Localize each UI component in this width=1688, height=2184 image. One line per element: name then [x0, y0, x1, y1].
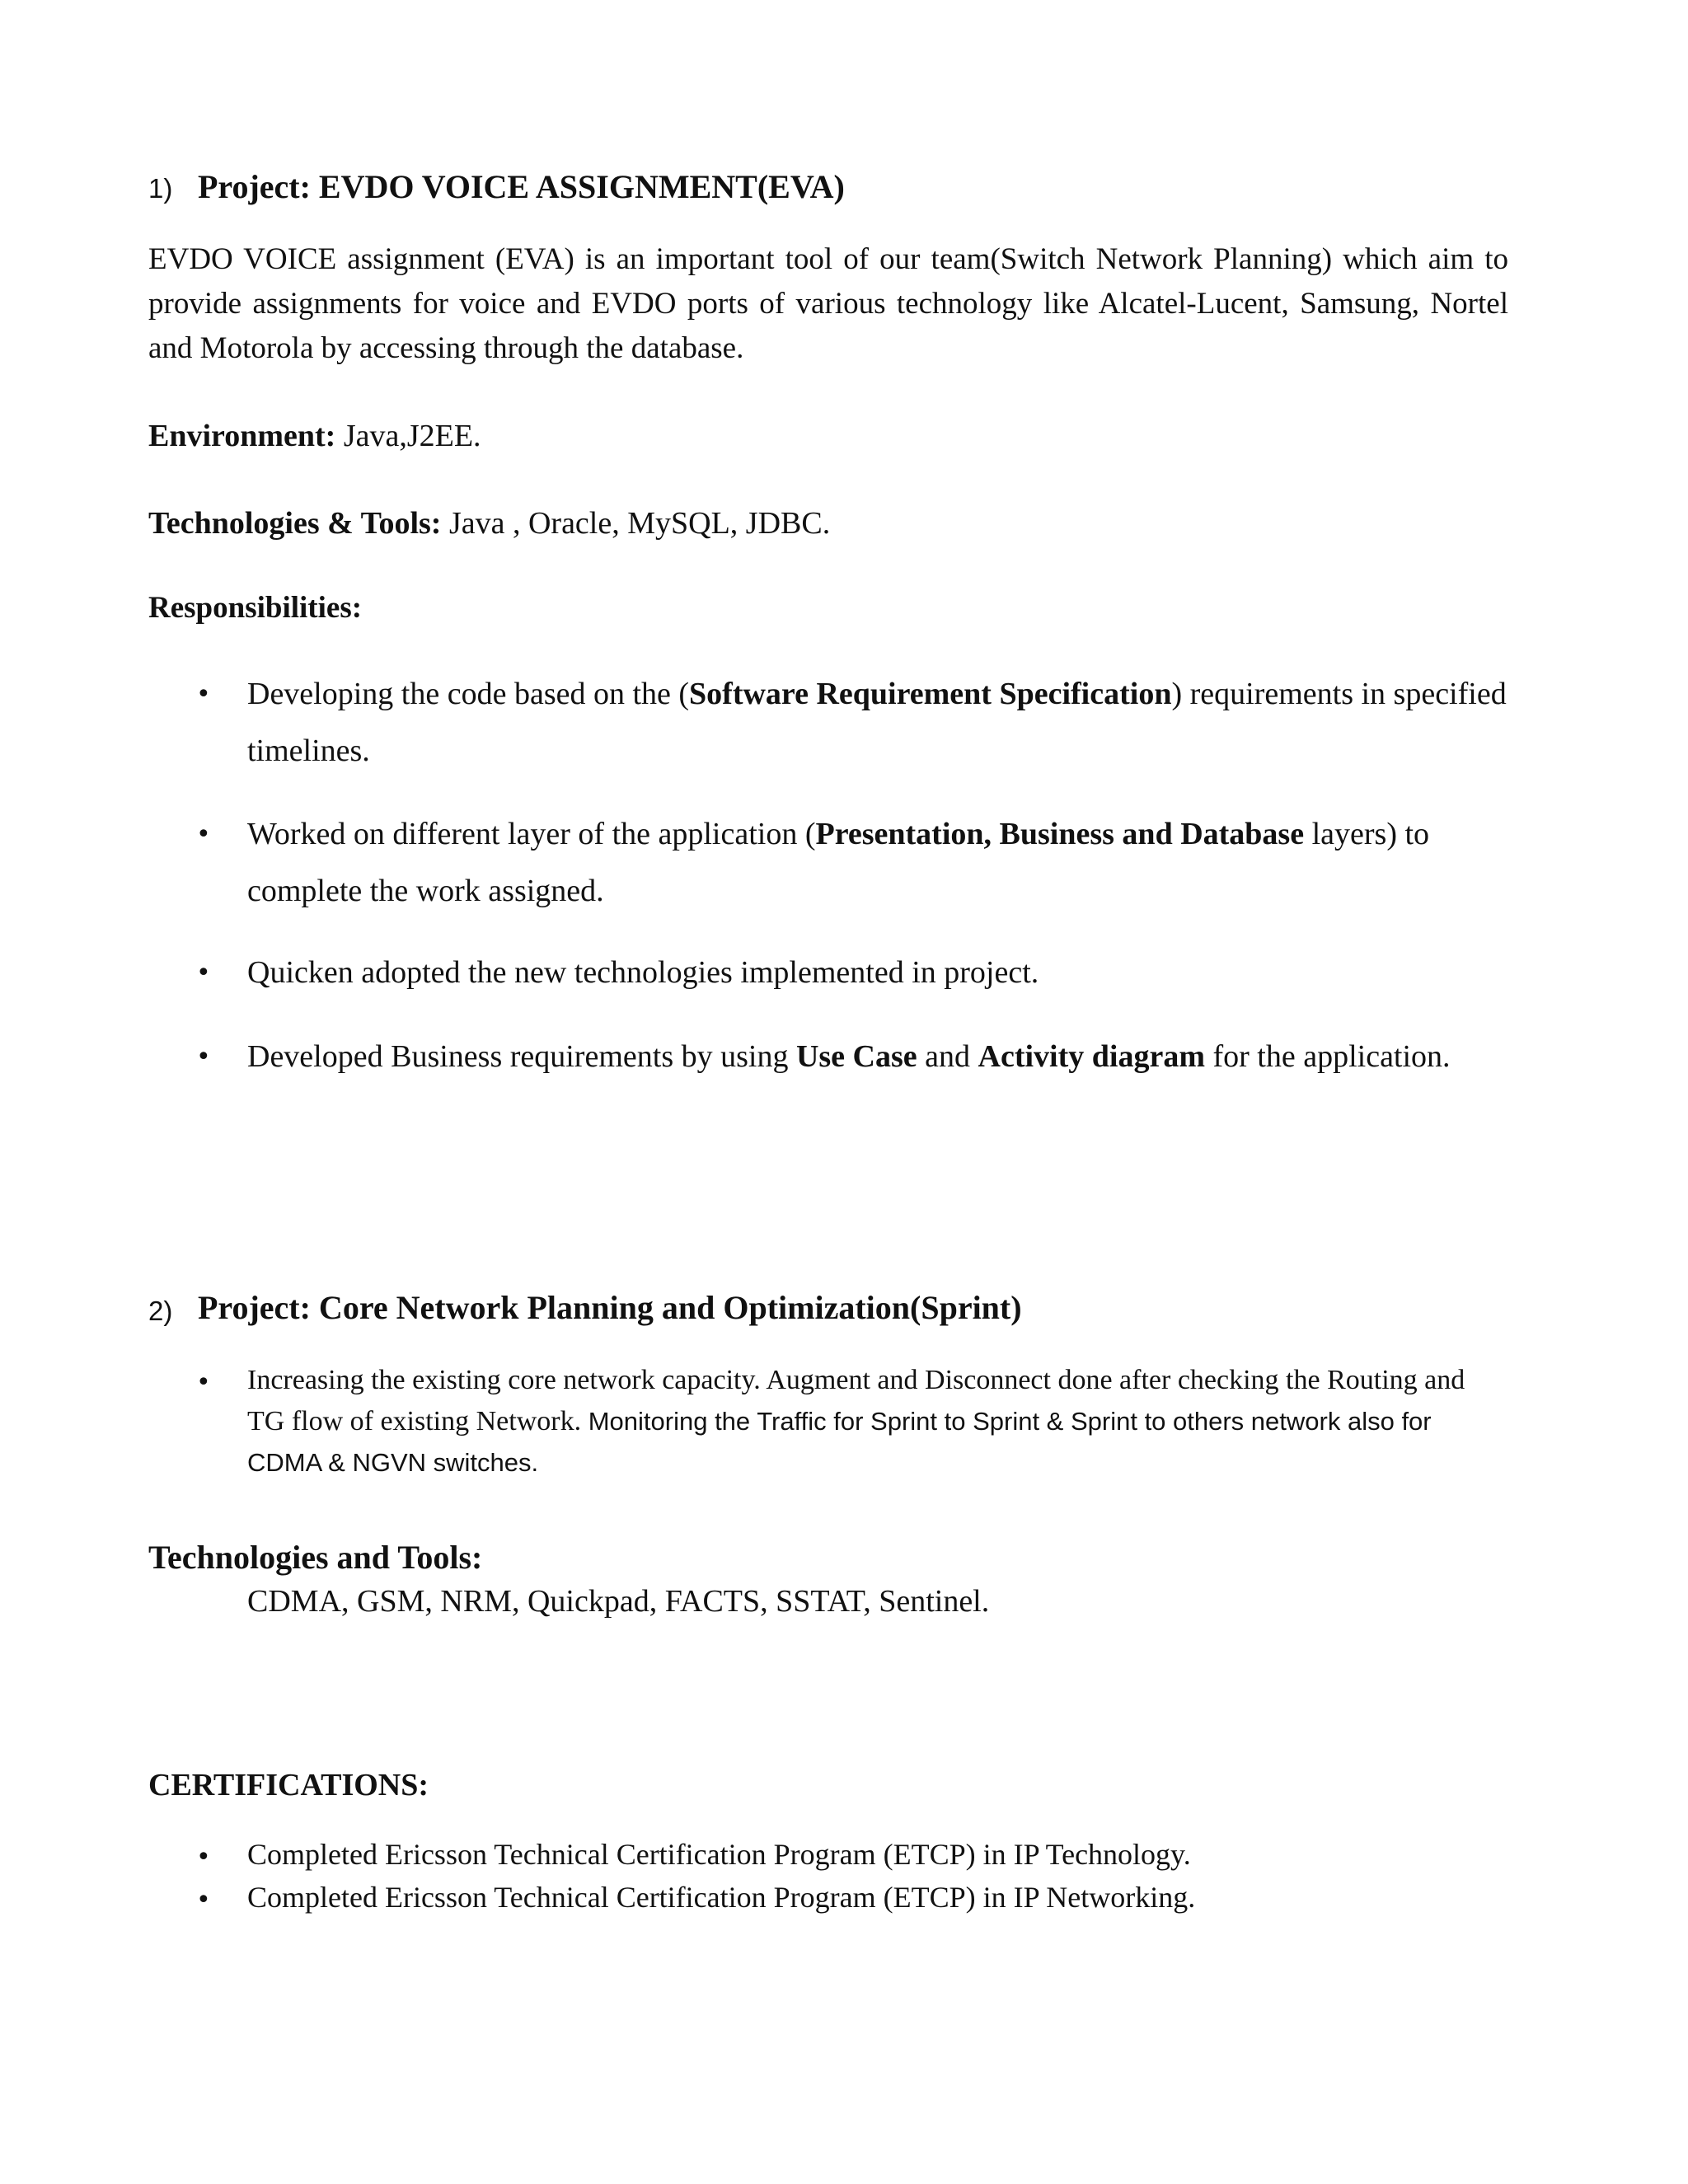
certification-item: Completed Ericsson Technical Certification Program (ETCP) in IP Technology.: [247, 1838, 1191, 1871]
bullet-icon: •: [196, 1043, 211, 1071]
project2-bullet-part2: Monitoring the Traffic for Sprint to Sprint & Sprint to others network also for CDMA & NGVN switches.: [247, 1407, 1432, 1477]
resp4-bold2: Activity diagram: [978, 1039, 1205, 1074]
project2-title: Project: Core Network Planning and Optimization(Sprint): [198, 1289, 1022, 1326]
environment-value: Java,J2EE.: [335, 419, 481, 453]
resp4-bold: Use Case: [795, 1039, 917, 1074]
responsibility-item: [247, 806, 1508, 920]
tech-tools-label: Technologies & Tools:: [148, 506, 442, 541]
bullet-icon: •: [196, 1843, 211, 1872]
resp4-post: for the application.: [1204, 1039, 1451, 1074]
responsibilities-heading: Responsibilities:: [148, 591, 363, 625]
resp1-post: ) requirements in specified timelines.: [247, 677, 1507, 768]
project2-tech-value: CDMA, GSM, NRM, Quickpad, FACTS, SSTAT, Sentinel.: [247, 1584, 990, 1619]
bullet-icon: •: [196, 680, 211, 709]
project2-tech-label: Technologies and Tools:: [148, 1539, 483, 1576]
tech-tools-value: Java , Oracle, MySQL, JDBC.: [441, 506, 831, 541]
project1-description: EVDO VOICE assignment (EVA) is an important tool of our team(Switch Network Planning) which aim to provide assignments for voice and EVDO ports of various technology like Alcatel-Lucent, Samsung, Nortel and Motorola by accessing through the database.: [148, 242, 1508, 365]
resp1-pre: Developing the code based on the (: [247, 677, 690, 711]
certification-item: Completed Ericsson Technical Certification Program (ETCP) in IP Networking.: [247, 1881, 1196, 1914]
responsibility-item: [247, 944, 1508, 1001]
resp4-pre: Developed Business requirements by using: [247, 1039, 796, 1074]
environment-label: Environment:: [148, 419, 336, 453]
responsibility-item: [247, 666, 1508, 780]
resp2-bold: Presentation, Business and Database: [815, 817, 1305, 851]
bullet-icon: •: [196, 958, 211, 987]
responsibility-item: [247, 1029, 1508, 1085]
project2-bullet-part1: Increasing the existing core network capacity. Augment and Disconnect done after checking the Routing and TG flow of existing Network.: [247, 1365, 1465, 1436]
resp1-bold: Software Requirement Specification: [689, 677, 1172, 711]
project2-bullet-text: [247, 1360, 1508, 1483]
resp2-pre: Worked on different layer of the application (: [247, 817, 816, 851]
bullet-icon: •: [196, 820, 211, 849]
project2-number: 2): [148, 1296, 173, 1326]
project1-title: Project: EVDO VOICE ASSIGNMENT(EVA): [198, 168, 845, 205]
environment-line: [148, 414, 1508, 458]
certifications-heading: CERTIFICATIONS:: [148, 1768, 429, 1802]
resp3-text: Quicken adopted the new technologies implemented in project.: [247, 955, 1039, 990]
resp2-post: layers) to complete the work assigned.: [247, 817, 1430, 908]
project1-number: 1): [148, 173, 173, 204]
tech-tools-line: [148, 501, 1508, 546]
resp4-mid: and: [917, 1039, 978, 1074]
bullet-icon: •: [196, 1368, 211, 1397]
bullet-icon: •: [196, 1886, 211, 1915]
